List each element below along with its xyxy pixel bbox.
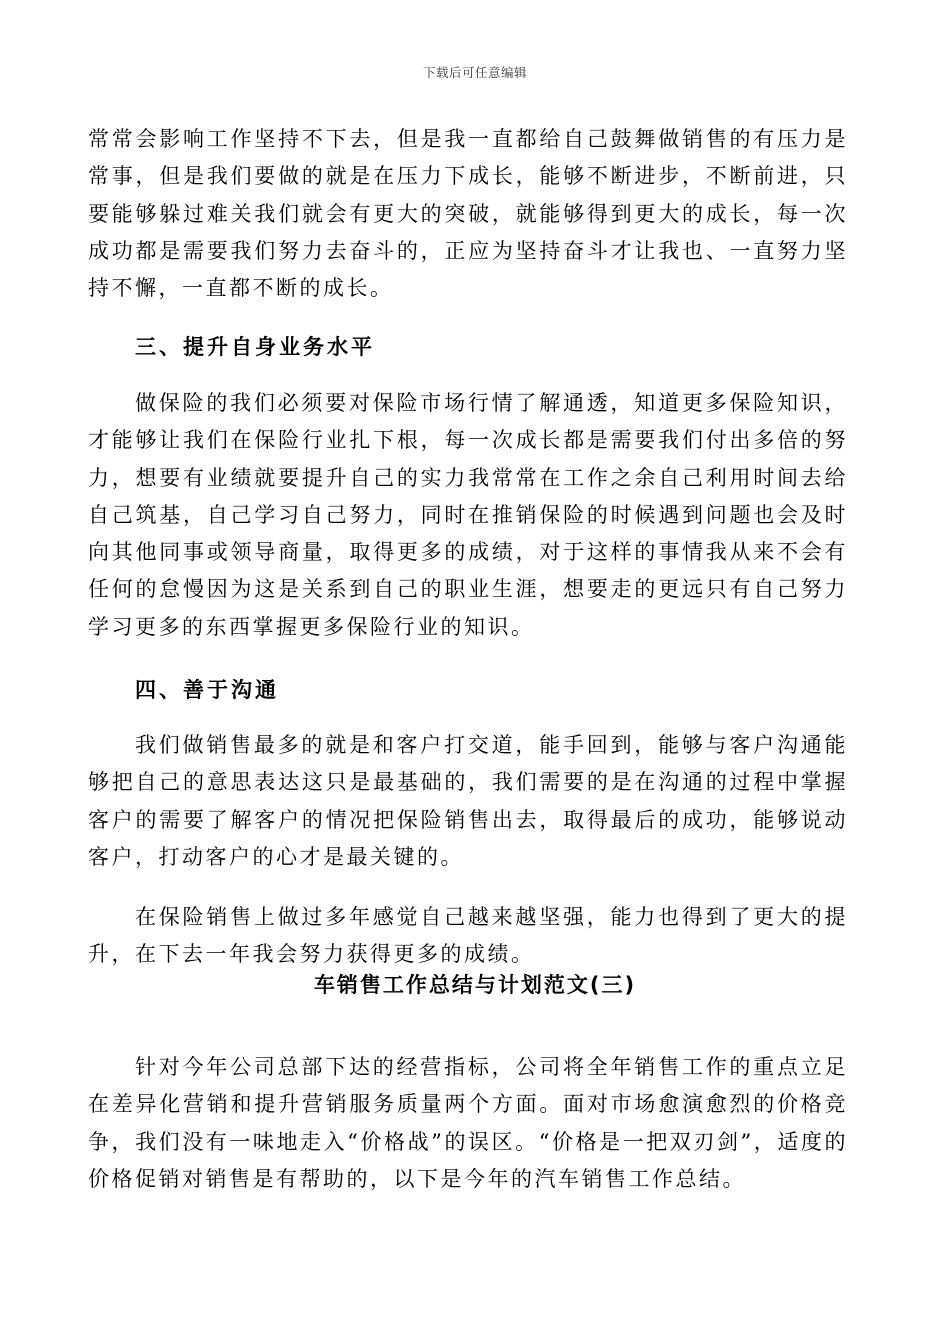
paragraph-4: 在保险销售上做过多年感觉自己越来越坚强，能力也得到了更大的提升，在下去一年我会努力获得更多的成绩。 [88,905,848,967]
paragraph-2: 做保险的我们必须要对保险市场行情了解通透，知道更多保险知识，才能够让我们在保险行业扎下根，每一次成长都是需要我们付出多倍的努力，想要有业绩就要提升自己的实力我常常在工作之余自己利用时间去给自己筑基，自己学习自己努力，同时在推销保险的时候遇到问题也会及时向其他同事或领导商量，取得更多的成绩，对于这样的事情我从来不会有任何的怠慢因为这是关系到自己的职业生涯，想要走的更远只有自己努力学习更多的东西掌握更多保险行业的知识。 [88,391,848,639]
page-header: 下载后可任意编辑 [422,65,527,80]
paragraph-1: 常常会影响工作坚持不下去，但是我一直都给自己鼓舞做销售的有压力是常事，但是我们要做的就是在压力下成长，能够不断进步，不断前进，只要能够躲过难关我们就会有更大的突破，就能够得到更大的成长，每一次成功都是需要我们努力去奋斗的，正应为坚持奋斗才让我也、一直努力坚持不懈，一直都不断的成长。 [88,127,848,301]
section-heading-3: 三、提升自身业务水平 [135,335,375,359]
section-heading-4: 四、善于沟通 [135,678,279,702]
paragraph-5: 针对今年公司总部下达的经营指标，公司将全年销售工作的重点立足在差异化营销和提升营销服务质量两个方面。面对市场愈演愈烈的价格竞争，我们没有一味地走入“价格战”的误区。“价格是一把双刃剑”，适度的价格促销对销售是有帮助的，以下是今年的汽车销售工作总结。 [88,1055,848,1191]
paragraph-3: 我们做销售最多的就是和客户打交道，能手回到，能够与客户沟通能够把自己的意思表达这只是最基础的，我们需要的是在沟通的过程中掌握客户的需要了解客户的情况把保险销售出去，取得最后的成功，能够说动客户，打动客户的心才是最关键的。 [88,733,848,869]
article-title: 车销售工作总结与计划范文(三) [313,973,637,997]
